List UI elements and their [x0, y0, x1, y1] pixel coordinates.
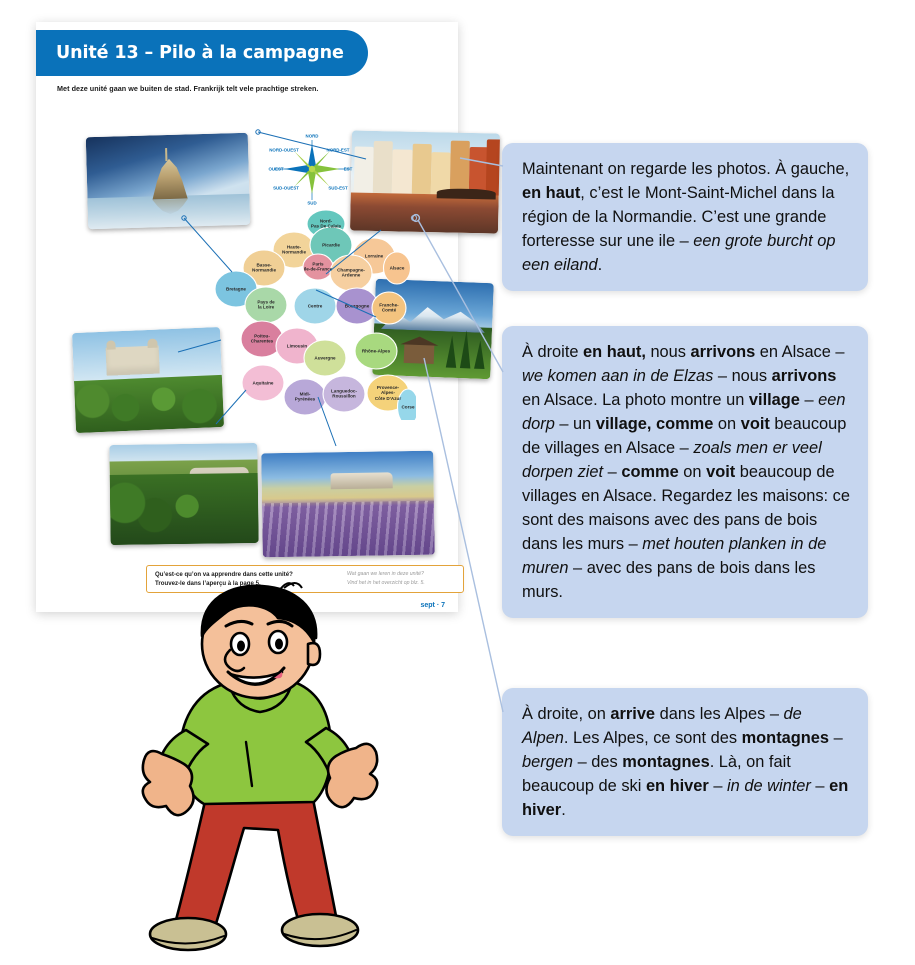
- map-region-label: Provence-Alpes- Côte D’Azur: [374, 384, 402, 401]
- compass-label-northwest: NORD-OUEST: [269, 147, 299, 153]
- compass-label-northeast: NORD-EST: [326, 147, 350, 153]
- compass-label-north: NORD: [305, 133, 319, 139]
- compass-label-east: EST: [343, 166, 353, 172]
- map-region-shape: [384, 252, 411, 284]
- map-region-shape: [242, 365, 284, 401]
- unit-header-banner: [36, 30, 368, 76]
- compass-label-south: SUD: [307, 200, 317, 206]
- compass-rose: [264, 128, 360, 210]
- map-region-label: Franche- Comté: [379, 302, 399, 313]
- speech-bubble-mont-saint-michel: Maintenant on regarde les photos. À gauche, en haut, c’est le Mont-Saint-Michel dans la région de la Normandie. C’est une grande forteresse sur une ile – een grote burcht op een eiland.: [502, 143, 868, 291]
- map-of-france: [208, 210, 416, 420]
- question-french-line2: Trouvez-le dans l’aperçu à la page 5.: [155, 580, 261, 587]
- compass-label-west: OUEST: [268, 166, 284, 172]
- page-number: sept · 7: [420, 602, 445, 609]
- compass-label-southeast: SUD-EST: [328, 185, 348, 191]
- question-french-line1: Qu’est-ce qu’on va apprendre dans cette unité?: [155, 570, 293, 578]
- speech-bubble-alsace: À droite en haut, nous arrivons en Alsace – we komen aan in de Elzas – nous arrivons en Alsace. La photo montre un village – een dorp – un village, comme on voit beaucoup de villages en Alsace – zoals men er veel dorpen ziet – comme on voit beaucoup de villages en Alsace. Regardez les maisons: ce sont des maisons avec des pans de bois dans les murs – met houten planken in de muren – avec des pans de bois dans les murs.: [502, 326, 868, 618]
- map-region-shape: [330, 255, 372, 291]
- page-intro-text: Met deze unité gaan we buiten de stad. Frankrijk telt vele prachtige streken.: [57, 84, 319, 93]
- question-dutch-line1: Wat gaan we leren in deze unité?: [347, 571, 424, 578]
- textbook-page: [36, 22, 458, 612]
- map-region-label: Picardie: [322, 242, 340, 248]
- map-region-label: Midi- Pyrénées: [294, 391, 316, 402]
- map-region-shape: [245, 287, 287, 323]
- compass-label-southwest: SUD-OUEST: [273, 185, 299, 191]
- map-region-label: Paris Ile-de-France: [303, 261, 333, 272]
- map-region-shape: [323, 376, 365, 412]
- speech-bubble-alpes: À droite, on arrive dans les Alpes – de Alpen. Les Alpes, ce sont des montagnes – bergen – des montagnes. Là, on fait beaucoup de ski en hiver – in de winter – en hiver.: [502, 688, 868, 836]
- map-region-label: Aquitaine: [252, 380, 274, 386]
- pilo-character-illustration: [128, 582, 400, 965]
- map-region-shape: [284, 379, 326, 415]
- map-region-shape: [372, 292, 406, 324]
- map-region-label: Corse: [401, 404, 415, 410]
- map-region-shape: [303, 254, 333, 280]
- map-region-label: Rhône-Alpes: [361, 348, 391, 354]
- map-svg: [208, 210, 416, 420]
- map-region-label: Bourgogne: [344, 303, 370, 309]
- unit-title: Unité 13 – Pilo à la campagne: [56, 43, 344, 63]
- map-region-label: Limousin: [286, 343, 308, 349]
- photo-chateau-saumur: [72, 327, 224, 433]
- map-region-shape: [355, 333, 397, 369]
- map-region-label: Poitou- Charentes: [250, 333, 274, 344]
- map-region-label: Pays de la Loire: [257, 299, 275, 310]
- pilo-svg: [128, 582, 400, 965]
- photo-rocamadour: [109, 443, 258, 545]
- map-region-label: Centre: [307, 303, 323, 309]
- map-region-label: Alsace: [389, 265, 405, 271]
- map-region-label: Languedoc- Roussillon: [330, 388, 358, 399]
- map-region-label: Auvergne: [314, 355, 336, 361]
- map-region-shape: [294, 288, 336, 324]
- map-region-label: Lorraine: [364, 253, 384, 259]
- map-region-label: Nord- Pas De Calais: [310, 218, 342, 229]
- question-dutch-line2: Vind het in het overzicht op blz. 5.: [347, 580, 425, 586]
- map-region-shape: [304, 340, 346, 376]
- map-region-label: Champagne- Ardenne: [337, 267, 365, 278]
- map-region-label: Basse- Normandie: [252, 262, 276, 273]
- map-region-label: Bretagne: [226, 286, 246, 292]
- map-region-label: Haute- Normandie: [282, 244, 306, 255]
- photo-provence-lavande: [261, 451, 435, 558]
